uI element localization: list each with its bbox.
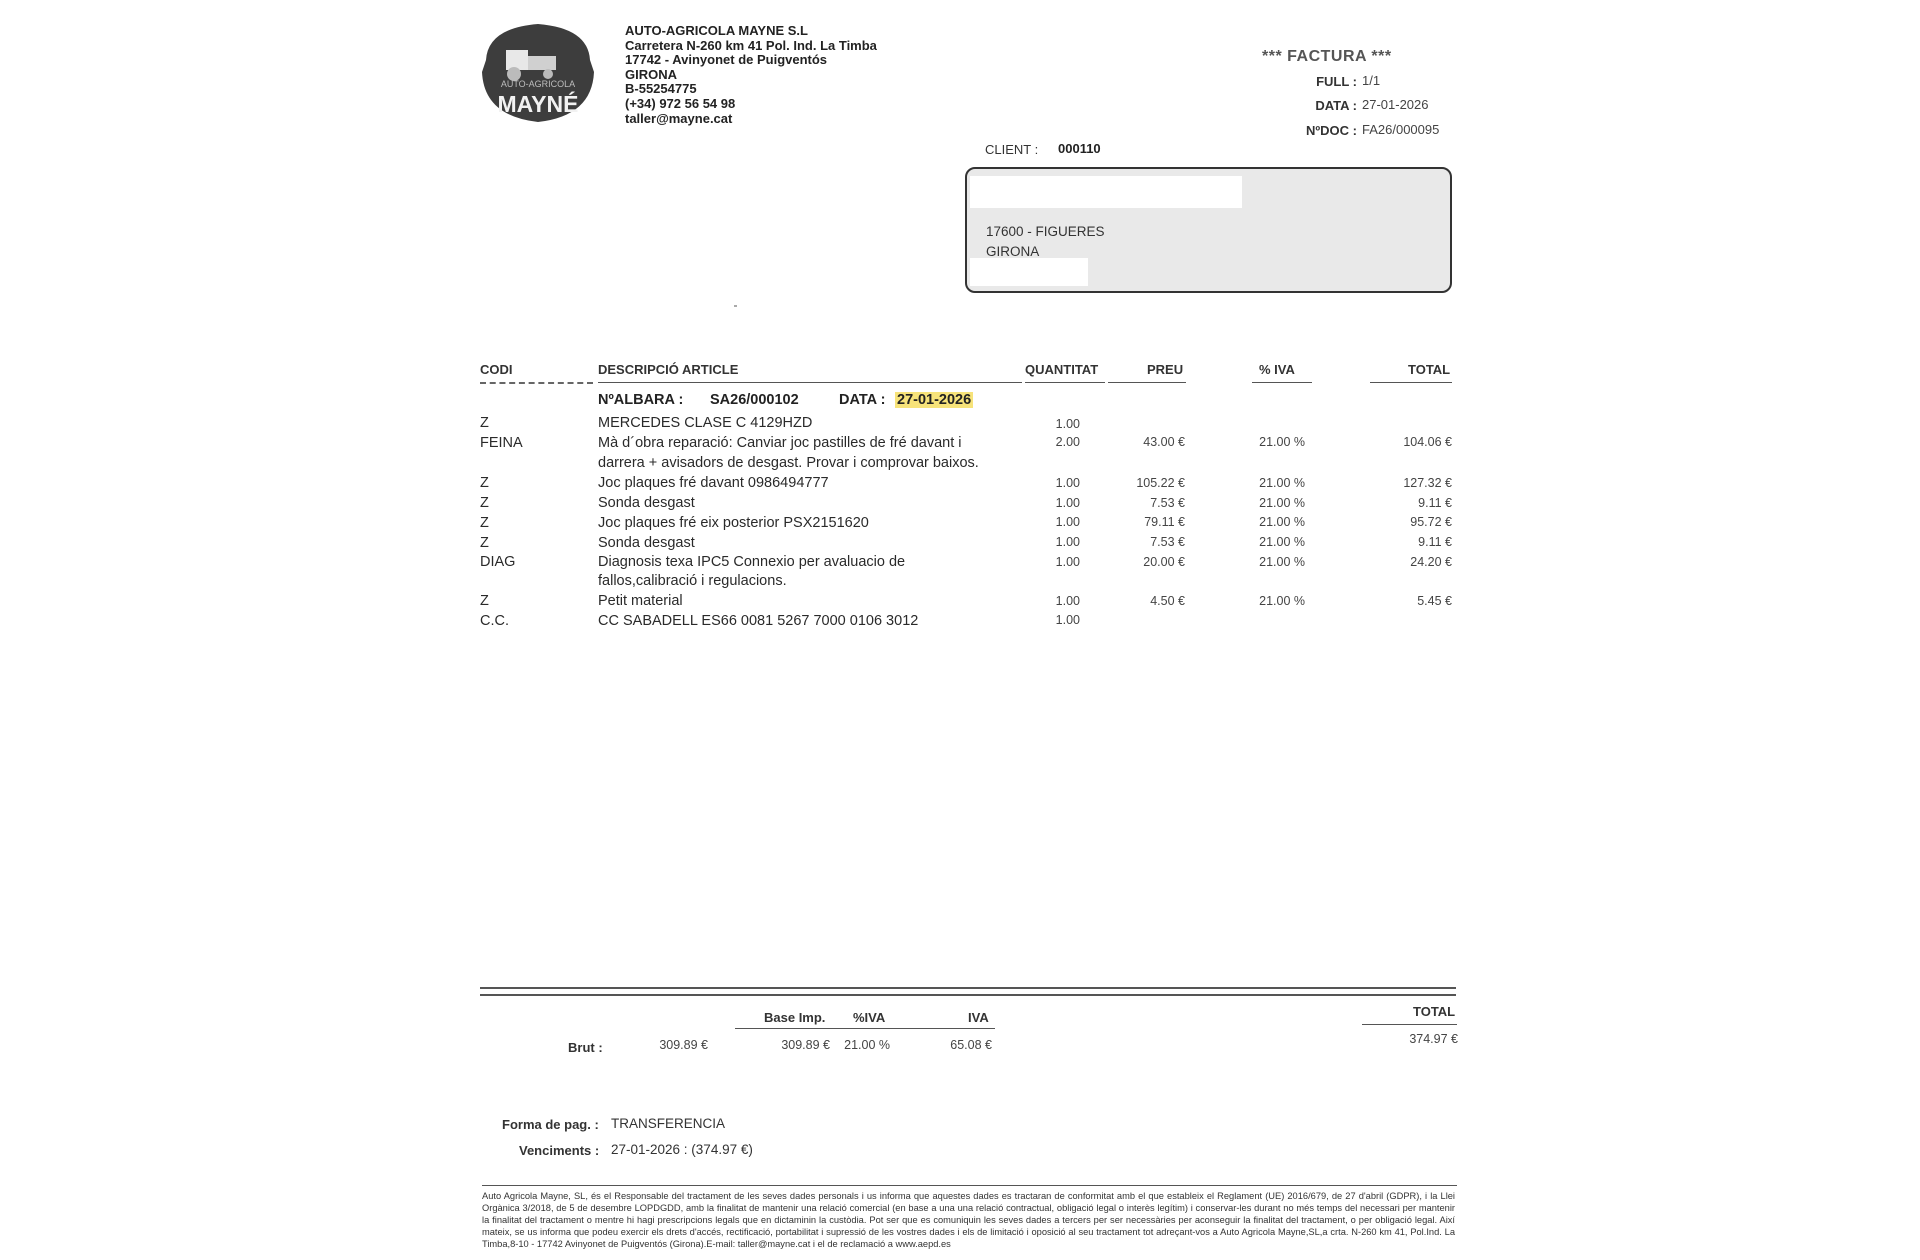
vat-header: IVA (968, 1010, 989, 1025)
scan-speck (734, 305, 737, 307)
line-price: 43.00 € (1143, 435, 1185, 449)
vat-pct-header: %IVA (853, 1010, 886, 1025)
payment-method-value: TRANSFERENCIA (611, 1116, 726, 1131)
due-label: Venciments : (519, 1143, 600, 1158)
header-underline (1370, 382, 1452, 383)
legal-notice: Auto Agricola Mayne, SL, és el Responsable del tractament de les seves dades personals i us informa que aquestes dades es tractaran de conformitat amb el que estableix el Reglament (UE) 2016/679, de 27 d'abril (GDPR), i la Llei Orgànica 3/2018, de 5 de desembre LOPDGDD, amb la finalitat de mantenir una relació comercial (en base a una una relació contractual, obligació legal o interès legítim) i conservar-les durant no més temps del necessari per mantenir la finalitat del tractament o mentre hi hagi prescripcions legals que en dictaminin la custòdia. Pot ser que es comuniquin les seves dades a tercers per ser necessàries per aconseguir la finalitat del tractament, o per obligació legal. Així mateix, se us informa que podeu exercir els drets d'accés, rectificació, portabilitat i supressió de les vostres dades i els de limitació i oposició al seu tractament tot adreçant-vos a Auto Agricola Mayne,SL,a crta. N-260 km 41, Pol.Ind. La Timba,8-10 - 17742 Avinyonet de Puigventós (Girona).E-mail: taller@mayne.cat i el de reclamació a www.aepd.es (482, 1191, 1455, 1249)
line-code: FEINA (480, 435, 523, 451)
line-qty: 1.00 (1055, 555, 1080, 569)
line-qty: 2.00 (1055, 435, 1080, 449)
line-price: 7.53 € (1150, 535, 1185, 549)
line-qty: 1.00 (1055, 515, 1080, 529)
company-address-2: 17742 - Avinyonet de Puigventós (625, 52, 828, 68)
line-code: DIAG (480, 554, 516, 570)
vat-value: 65.08 € (950, 1038, 992, 1052)
line-price: 7.53 € (1150, 496, 1185, 510)
invoice-title: *** FACTURA *** (1262, 48, 1392, 65)
line-description-cont: darrera + avisadors de desgast. Provar i comprovar baixos. (598, 455, 979, 471)
line-vat: 21.00 % (1259, 515, 1305, 529)
header-underline (1025, 382, 1105, 383)
total-underline (1362, 1024, 1457, 1025)
line-description: Mà d´obra reparació: Canviar joc pastilles de fré davant i (598, 435, 962, 451)
client-code: 000110 (1058, 141, 1101, 156)
line-total: 104.06 € (1403, 435, 1452, 449)
line-vat: 21.00 % (1259, 535, 1305, 549)
header-underline (1108, 382, 1186, 383)
company-info (625, 24, 877, 126)
line-description: Sonda desgast (598, 495, 695, 511)
line-description: Petit material (598, 593, 683, 609)
line-description: Sonda desgast (598, 535, 695, 551)
line-vat: 21.00 % (1259, 496, 1305, 510)
logo-name: MAYNÉ (497, 91, 579, 117)
vat-pct-value: 21.00 % (844, 1038, 890, 1052)
line-vat: 21.00 % (1259, 594, 1305, 608)
line-code: Z (480, 535, 489, 551)
line-qty: 1.00 (1055, 417, 1080, 431)
col-header-code: CODI (480, 362, 513, 377)
line-qty: 1.00 (1055, 496, 1080, 510)
delivery-note-number: SA26/000102 (710, 392, 799, 408)
base-value: 309.89 € (781, 1038, 830, 1052)
totals-underline (735, 1028, 995, 1029)
delivery-note-label: NºALBARA : (598, 392, 684, 408)
doc-number-value: FA26/000095 (1362, 122, 1440, 137)
sheet-value: 1/1 (1362, 73, 1381, 88)
due-value: 27-01-2026 : (374.97 €) (611, 1142, 753, 1157)
col-header-vat: % IVA (1259, 362, 1295, 377)
logo-subtitle: AUTO-AGRICOLA (500, 79, 576, 89)
client-city: 17600 - FIGUERES (986, 224, 1105, 239)
sheet-label: FULL : (1316, 74, 1357, 89)
line-vat: 21.00 % (1259, 435, 1305, 449)
line-vat: 21.00 % (1259, 476, 1305, 490)
company-logo (476, 20, 600, 126)
header-underline (480, 382, 593, 384)
col-header-total: TOTAL (1408, 362, 1451, 377)
delivery-note-date: 27-01-2026 (897, 392, 972, 408)
total-header: TOTAL (1413, 1004, 1456, 1019)
line-total: 5.45 € (1417, 594, 1452, 608)
tractor-icon (506, 50, 528, 70)
totals-separator (480, 987, 1456, 996)
line-description: Joc plaques fré davant 0986494777 (598, 475, 829, 491)
base-header: Base Imp. (764, 1010, 826, 1025)
company-name: AUTO-AGRICOLA MAYNE S.L (625, 23, 808, 38)
company-address-1: Carretera N-260 km 41 Pol. Ind. La Timba (625, 37, 877, 53)
line-code: Z (480, 495, 489, 511)
col-header-description: DESCRIPCIÓ ARTICLE (598, 362, 739, 377)
line-qty: 1.00 (1055, 594, 1080, 608)
line-qty: 1.00 (1055, 613, 1080, 627)
line-code: C.C. (480, 613, 509, 629)
doc-number-label: NºDOC : (1306, 123, 1357, 138)
line-description: Joc plaques fré eix posterior PSX2151620 (598, 515, 869, 531)
redaction (970, 258, 1088, 286)
client-province: GIRONA (986, 244, 1040, 259)
header-underline (598, 382, 1022, 383)
company-phone: (+34) 972 56 54 98 (625, 95, 736, 111)
line-vat: 21.00 % (1259, 555, 1305, 569)
line-price: 79.11 € (1144, 515, 1185, 529)
line-qty: 1.00 (1055, 535, 1080, 549)
line-qty: 1.00 (1055, 476, 1080, 490)
payment-method-label: Forma de pag. : (502, 1117, 599, 1132)
gross-label: Brut : (568, 1040, 603, 1055)
line-code: Z (480, 593, 489, 609)
total-value: 374.97 € (1409, 1032, 1458, 1046)
line-code: Z (480, 515, 489, 531)
client-label: CLIENT : (985, 142, 1039, 157)
line-total: 9.11 € (1418, 535, 1452, 549)
line-description: CC SABADELL ES66 0081 5267 7000 0106 3012 (598, 613, 919, 629)
line-description: Diagnosis texa IPC5 Connexio per avaluacio de (598, 554, 906, 570)
company-nif: B-55254775 (625, 81, 697, 97)
col-header-quantity: QUANTITAT (1025, 362, 1099, 377)
line-description-cont: fallos,calibració i regulacions. (598, 573, 787, 589)
col-header-price: PREU (1147, 362, 1184, 377)
delivery-note-date-label: DATA : (839, 392, 886, 408)
line-total: 9.11 € (1418, 496, 1452, 510)
line-price: 4.50 € (1150, 594, 1185, 608)
date-label: DATA : (1315, 98, 1357, 113)
company-email: taller@mayne.cat (625, 110, 733, 126)
line-total: 24.20 € (1410, 555, 1452, 569)
line-code: Z (480, 415, 489, 431)
line-price: 20.00 € (1143, 555, 1185, 569)
line-code: Z (480, 475, 489, 491)
date-value: 27-01-2026 (1362, 97, 1429, 112)
gross-value: 309.89 € (659, 1038, 708, 1052)
line-description: MERCEDES CLASE C 4129HZD (598, 415, 813, 431)
redaction (970, 176, 1242, 208)
header-underline (1252, 382, 1312, 383)
line-price: 105.22 € (1136, 476, 1185, 490)
footer-separator (482, 1185, 1457, 1186)
company-province: GIRONA (625, 66, 677, 82)
line-total: 95.72 € (1410, 515, 1452, 529)
line-total: 127.32 € (1403, 476, 1452, 490)
